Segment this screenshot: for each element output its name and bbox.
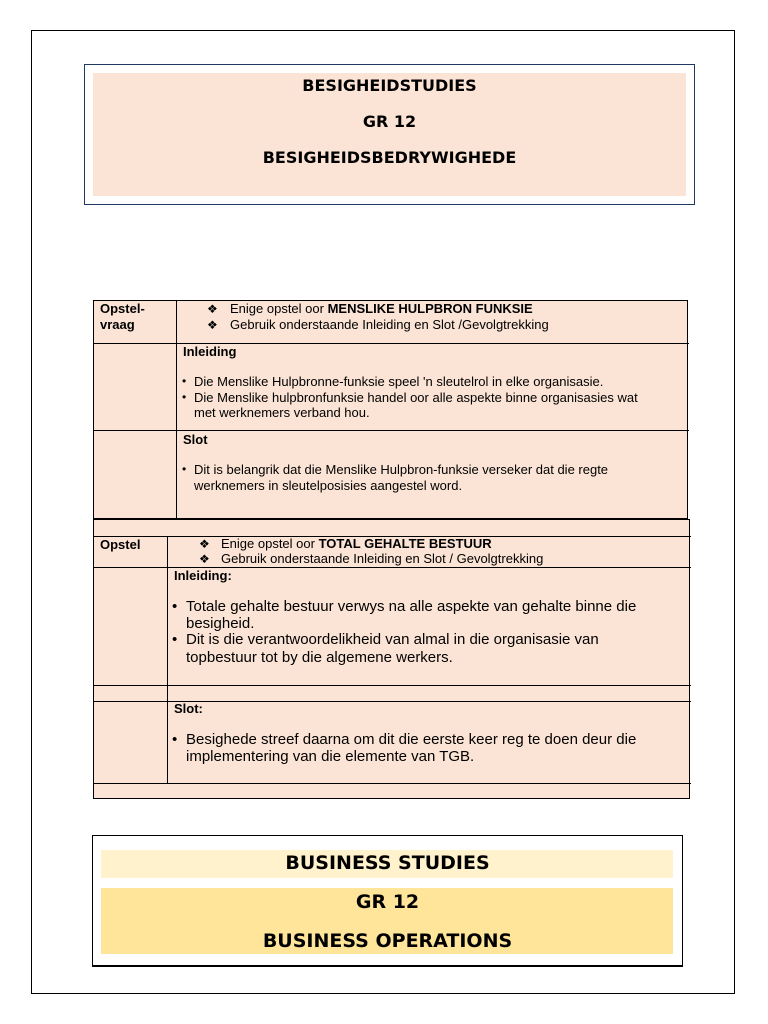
intro-bullet-2-line2: met werknemers verband hou. (194, 405, 370, 420)
slot-heading: Slot (183, 432, 208, 447)
instruction-topic: Enige opstel oor MENSLIKE HULPBRON FUNKSIE (230, 301, 533, 316)
intro-bullet-1-line1: Totale gehalte bestuur verwys na alle aspekte van gehalte binne die (186, 598, 637, 615)
slot-bullet-line2: werknemers in sleutelposisies aangestel word. (194, 478, 463, 493)
intro-bullet-2-line1: Dit is die verantwoordelikheid van almal in die organisasie van (186, 631, 599, 648)
row-label-line1: Opstel- (100, 301, 145, 316)
instruction-topic: Enige opstel oor TOTAL GEHALTE BESTUUR (221, 536, 492, 551)
intro-bullet-2-line1: Die Menslike hulpbronfunksie handel oor alle aspekte binne organisasies wat (194, 390, 638, 405)
instruction-use: Gebruik onderstaande Inleiding en Slot /Gevolgtrekking (230, 317, 549, 332)
row-label-line2: vraag (100, 317, 135, 332)
intro-bullet-1: Die Menslike Hulpbronne-funksie speel 'n sleutelrol in elke organisasie. (194, 374, 604, 389)
essay-table-tqm (93, 519, 690, 799)
afrikaans-grade: GR 12 (362, 112, 417, 131)
afrikaans-topic: BESIGHEIDSBEDRYWIGHEDE (262, 148, 517, 167)
bullet-icon: • (172, 731, 178, 748)
bullet-icon: • (172, 598, 178, 615)
diamond-bullet-icon: ❖ (199, 537, 210, 551)
bullet-icon: • (182, 462, 187, 476)
diamond-bullet-icon: ❖ (207, 318, 218, 332)
intro-bullet-2-line2: topbestuur tot by die algemene werkers. (186, 649, 453, 666)
bullet-icon: • (172, 631, 178, 648)
row-divider (94, 783, 691, 784)
row-divider (94, 685, 691, 686)
afrikaans-subject-title: BESIGHEIDSTUDIES (302, 76, 477, 95)
row-label: Opstel (100, 537, 141, 552)
english-subject-title: BUSINESS STUDIES (285, 852, 490, 874)
slot-bullet-line1: Besighede streef daarna om dit die eerste keer reg te doen deur die (186, 731, 637, 748)
english-header-box (92, 835, 683, 967)
column-divider (176, 301, 177, 520)
bullet-icon: • (182, 390, 187, 404)
slot-heading: Slot: (174, 701, 203, 716)
intro-heading: Inleiding: (174, 568, 232, 583)
essay-table-hr (93, 300, 688, 519)
slot-bullet-line1: Dit is belangrik dat die Menslike Hulpbron-funksie verseker dat die regte (194, 462, 609, 477)
slot-bullet-line2: implementering van die elemente van TGB. (186, 748, 475, 765)
english-grade: GR 12 (355, 891, 420, 913)
intro-heading: Inleiding (183, 344, 237, 359)
instruction-use: Gebruik onderstaande Inleiding en Slot / Gevolgtrekking (221, 551, 544, 566)
diamond-bullet-icon: ❖ (199, 552, 210, 566)
row-divider (94, 430, 689, 431)
afrikaans-header-box (84, 64, 695, 205)
diamond-bullet-icon: ❖ (207, 302, 218, 316)
bullet-icon: • (182, 374, 187, 388)
intro-bullet-1-line2: besigheid. (186, 615, 255, 632)
english-topic: BUSINESS OPERATIONS (262, 930, 513, 952)
column-divider (167, 536, 168, 784)
